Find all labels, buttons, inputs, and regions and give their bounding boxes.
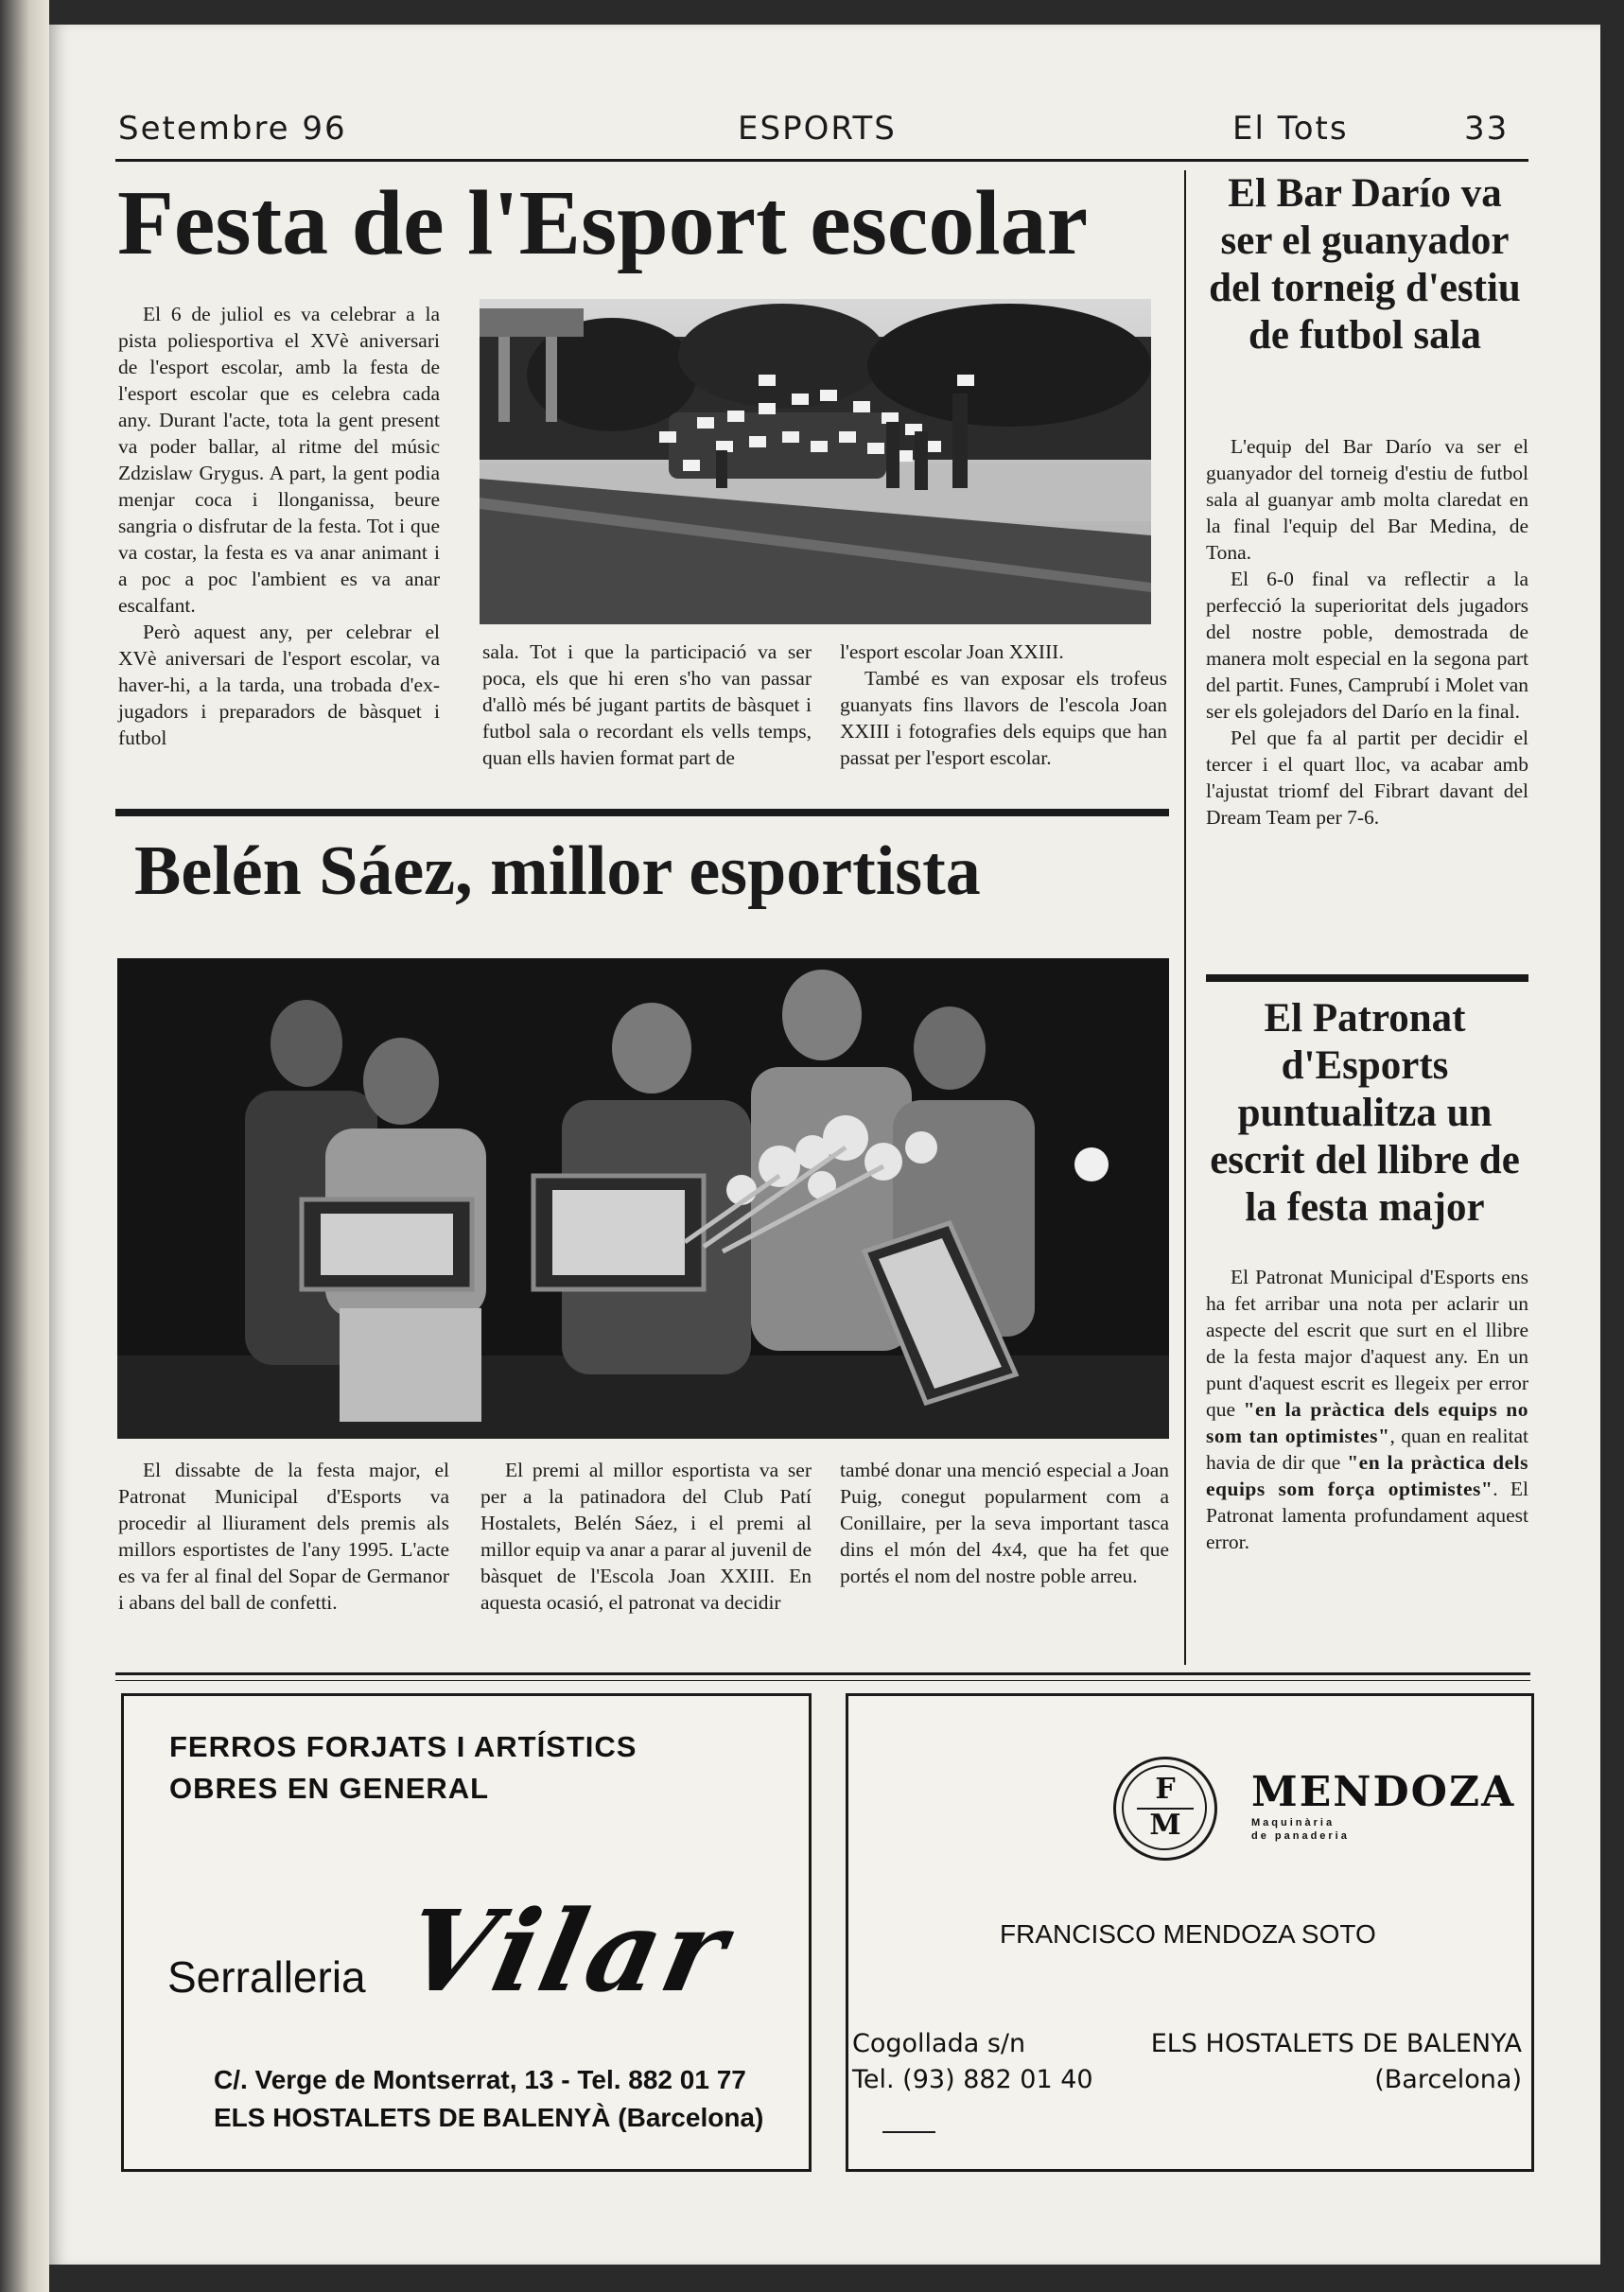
ad2-tagline-2: de panaderia — [1251, 1830, 1350, 1842]
ad1-line2: OBRES EN GENERAL — [169, 1772, 490, 1805]
sidebar2-headline: El Patronat d'Esports puntualitza un escrit del llibre de la festa major — [1210, 996, 1520, 1230]
article2-paragraph: també donar una menció especial a Joan Puig, conegut popularment com a Conillaire, per la seva important tasca dins el món del 4x4, que ha fet que portés el nom del nostre poble arreu. — [840, 1459, 1169, 1587]
sidebar1-body — [1206, 433, 1528, 831]
article1-paragraph: També es van exposar els trofeus guanyats fins llavors de l'escola Joan XXIII i fotografies dels equips que han passat per l'esport escolar. — [840, 667, 1167, 769]
sidebar1-paragraph: L'equip del Bar Darío va ser el guanyador del torneig d'estiu de futbol sala al guanyar amb molta claredat en la final l'equip del Bar Medina, de Tona. — [1206, 435, 1528, 564]
sidebar2-paragraph — [1206, 1264, 1528, 1555]
column-divider — [1184, 170, 1186, 1665]
ads-rule — [115, 1672, 1530, 1675]
article2-headline: Belén Sáez, millor esportista — [134, 832, 981, 910]
header-section: ESPORTS — [738, 110, 897, 148]
sidebar2-text: , quan en realitat havia de dir que — [1206, 1425, 1528, 1474]
ad1-address: C/. Verge de Montserrat, 13 - Tel. 882 01 77 — [214, 2065, 746, 2094]
article1-paragraph: l'esport escolar Joan XXIII. — [840, 640, 1064, 663]
article2-paragraph: El premi al millor esportista va ser per a la patinadora del Club Patí Hostalets, Belén Sáez, i el premi al millor equip va anar a parar al juvenil de bàsquet de l'Escola Joan XXIII. En aquesta ocasió, el patronat va decidir — [480, 1459, 812, 1614]
mendoza-logo-letter-f: F — [1155, 1773, 1176, 1806]
ad2-street: Cogollada s/n — [852, 2029, 1026, 2058]
sidebar2-text: El Patronat Municipal d'Esports ens ha fet arribar una nota per aclarir un aspecte del escrit que surt en el llibre de la festa major d'aquest any. En un punt d'aquest escrit es llegeix per error que — [1206, 1266, 1528, 1421]
article2-paragraph: El dissabte de la festa major, el Patronat Municipal d'Esports va procedir al lliurament dels premis als millors esportistes de l'any 1995. L'acte es va fer al final del Sopar de Germanor i abans del ball de confetti. — [118, 1459, 449, 1614]
article1-paragraph: sala. Tot i que la participació va ser poca, els que hi eren s'ho van passar d'allò més bé jugant partits de bàsquet i futbol sala o recordant els vells temps, quan ells havien format part de — [482, 640, 812, 769]
article1-column-1 — [118, 301, 440, 751]
article2-column-3 — [840, 1457, 1169, 1589]
article2-column-2 — [480, 1457, 812, 1616]
ads-rule-thin — [115, 1680, 1530, 1681]
sidebar1-paragraph: Pel que fa al partit per decidir el tercer i el quart lloc, va acabar amb l'ajustat triomf del Fibrart davant del Dream Team per 7-6. — [1206, 726, 1528, 829]
ad1-brand-logo: Vilar — [393, 1885, 742, 2017]
mendoza-logo-letter-m: M — [1149, 1809, 1181, 1842]
ad-mendoza — [846, 1693, 1534, 2172]
header-publication: El Tots — [1232, 110, 1349, 148]
ad2-town: ELS HOSTALETS DE BALENYA — [1150, 2029, 1522, 2058]
ad2-brand: MENDOZA — [1251, 1768, 1516, 1816]
header-rule — [115, 159, 1528, 162]
ad2-underline — [882, 2131, 935, 2133]
ad1-town: ELS HOSTALETS DE BALENYÀ (Barcelona) — [214, 2103, 764, 2132]
sidebar1-paragraph: El 6-0 final va reflectir a la perfecció la superioritat dels jugadors del nostre poble, demostrada de manera molt especial en la segona part del partit. Funes, Camprubí i Molet van ser els golejadors del Darío en la final. — [1206, 568, 1528, 723]
ad2-tagline-1: Maquinària — [1251, 1817, 1336, 1828]
ad2-region: (Barcelona) — [1374, 2065, 1522, 2094]
section-rule — [115, 809, 1169, 816]
award-ceremony-photo-image — [117, 958, 1169, 1439]
mendoza-logo-icon — [1113, 1757, 1217, 1861]
school-sports-photo — [480, 299, 1151, 624]
ad1-prefix: Serralleria — [167, 1952, 366, 2002]
header-page-number: 33 — [1464, 110, 1510, 148]
ad2-owner: FRANCISCO MENDOZA SOTO — [1000, 1919, 1376, 1949]
article2-column-1 — [118, 1457, 449, 1616]
article1-column-3 — [840, 639, 1167, 771]
sidebar-rule — [1206, 974, 1528, 982]
sidebar2-text: . El Patronat lamenta profundament aquest error. — [1206, 1478, 1529, 1553]
sidebar2-quote: "en la pràctica dels equips som força optimistes" — [1206, 1451, 1529, 1500]
sidebar2-body — [1206, 1264, 1528, 1555]
sidebar1-headline: El Bar Darío va ser el guanyador del torneig d'estiu de futbol sala — [1209, 171, 1521, 358]
ad2-phone: Tel. (93) 882 01 40 — [852, 2065, 1093, 2094]
ad-serralleria-vilar — [121, 1693, 812, 2172]
article1-paragraph: Però aquest any, per celebrar el XVè aniversari de l'esport escolar, va haver-hi, a la tarda, una trobada d'ex-jugadors i preparadors de bàsquet i futbol — [118, 621, 440, 749]
school-sports-photo-image — [480, 299, 1151, 624]
article1-headline: Festa de l'Esport escolar — [117, 172, 1089, 274]
book-spine — [0, 0, 49, 2292]
ad1-line1: FERROS FORJATS I ARTÍSTICS — [169, 1730, 637, 1763]
sidebar2-quote: "en la pràctica dels equips no som tan optimistes" — [1206, 1398, 1528, 1447]
article1-column-2 — [482, 639, 812, 771]
article1-paragraph: El 6 de juliol es va celebrar a la pista poliesportiva el XVè aniversari de l'esport escolar, amb la festa de l'esport escolar que es celebra cada any. Durant l'acte, tota la gent present va poder ballar, al ritme del músic Zdzislaw Grygus. A part, la gent podia menjar coca i llonganissa, beure sangria o disfrutar de la festa. Tot i que va costar, la festa es va anar animant i a poc a poc l'ambient es va anar escalfant. — [118, 303, 440, 617]
header-date: Setembre 96 — [118, 110, 347, 148]
award-ceremony-photo — [117, 958, 1169, 1439]
